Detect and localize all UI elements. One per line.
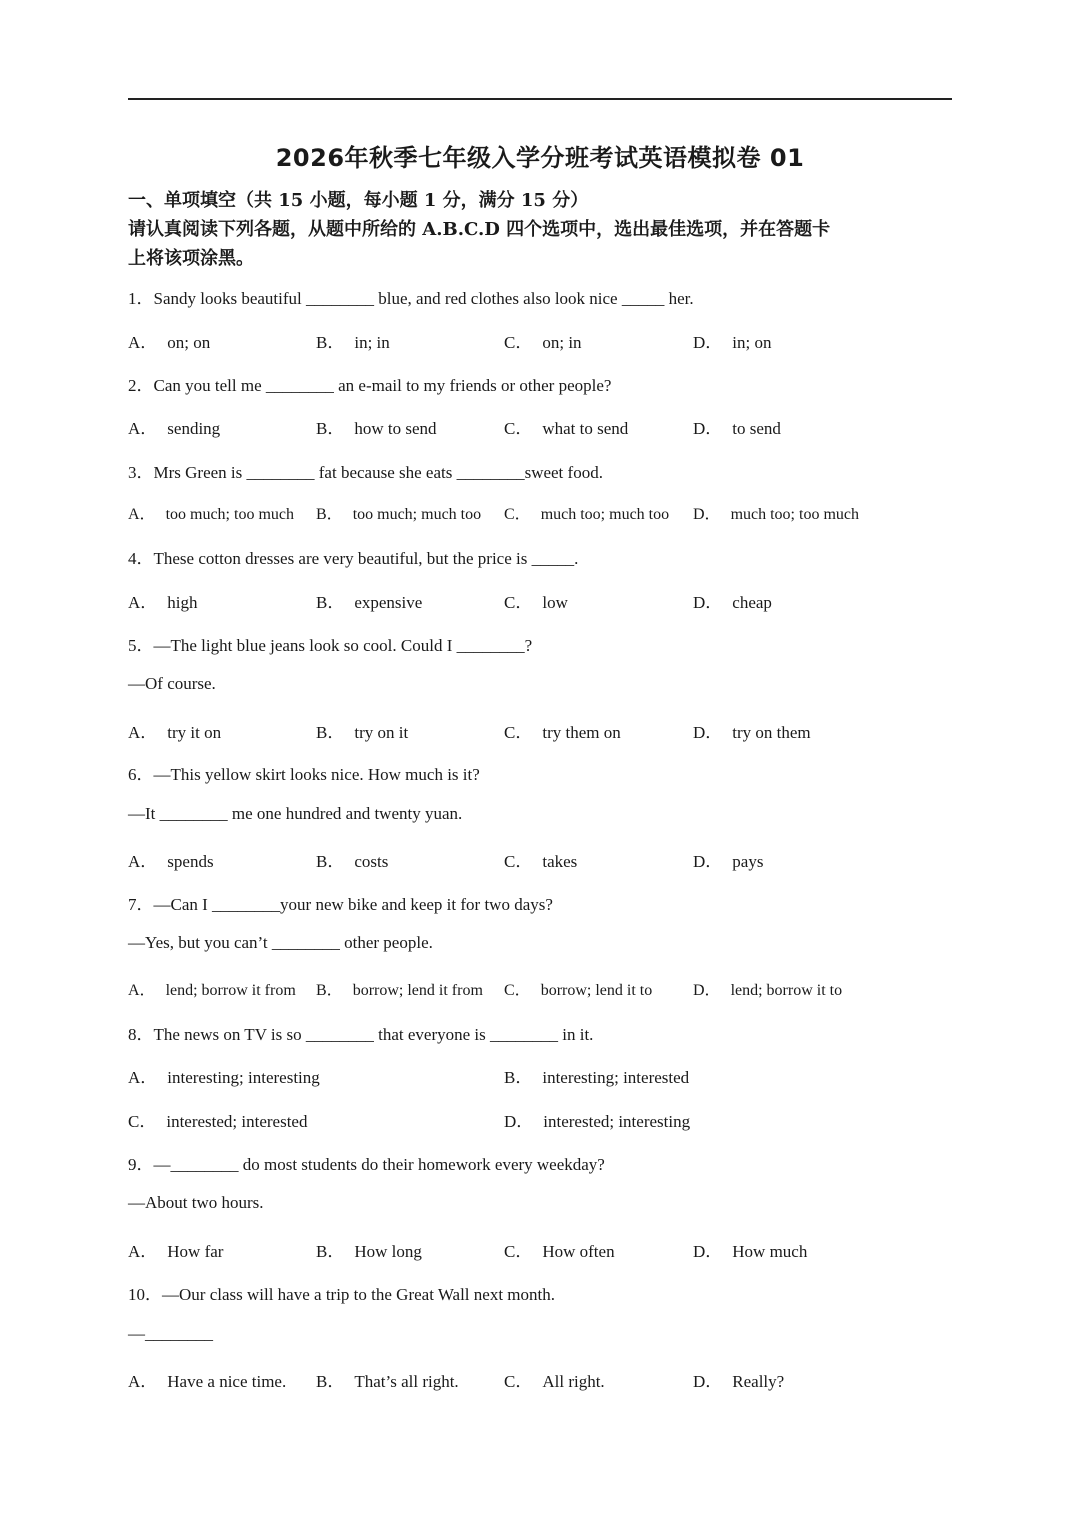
options-q2 <box>128 414 958 438</box>
option-a: A． lend; borrow it from <box>128 982 296 999</box>
option-c: C． low <box>504 593 568 612</box>
option-b: B． interesting; interested <box>504 1068 690 1087</box>
exam-title: 2026年秋季七年级入学分班考试英语模拟卷 01 <box>275 144 805 172</box>
option-d: D． lend; borrow it to <box>693 982 843 999</box>
options-q4 <box>128 588 958 612</box>
question-3: 3．Mrs Green is ________ fat because she eats ________sweet food. <box>128 463 603 482</box>
section-instruction-line-1: 请认真阅读下列各题，从题中所给的 A.B.C.D 四个选项中，选出最佳选项，并在答题卡 <box>128 219 831 240</box>
option-d: D． in; on <box>693 333 772 352</box>
option-d: D． cheap <box>693 593 772 612</box>
question-4: 4．These cotton dresses are very beautiful, but the price is _____. <box>128 549 579 568</box>
option-c: C． borrow; lend it to <box>504 982 653 999</box>
options-q6 <box>128 847 958 871</box>
option-d: D． try on them <box>693 723 811 742</box>
option-d: D． pays <box>693 852 764 871</box>
option-a: A． How far <box>128 1242 224 1261</box>
question-7: 7．—Can I ________your new bike and keep it for two days? <box>128 895 553 914</box>
option-c: C． interested; interested <box>128 1112 308 1131</box>
option-c: C． All right. <box>504 1372 605 1391</box>
option-a: A． too much; too much <box>128 506 294 523</box>
option-b: B． borrow; lend it from <box>316 982 483 999</box>
option-a: A． high <box>128 593 198 612</box>
option-b: B． try on it <box>316 723 409 742</box>
option-b: B． how to send <box>316 419 437 438</box>
option-a: A． interesting; interesting <box>128 1068 320 1087</box>
option-c: C． what to send <box>504 419 629 438</box>
options-q3 <box>128 501 958 525</box>
option-c: C． on; in <box>504 333 582 352</box>
question-6-reply: —It ________ me one hundred and twenty yuan. <box>128 804 463 823</box>
question-9-reply: —About two hours. <box>128 1193 264 1212</box>
question-9: 9．—________ do most students do their homework every weekday? <box>128 1155 605 1174</box>
section-heading <box>128 186 958 273</box>
option-b: B． That’s all right. <box>316 1372 459 1391</box>
question-8: 8．The news on TV is so ________ that everyone is ________ in it. <box>128 1025 594 1044</box>
option-b: B． too much; much too <box>316 506 482 523</box>
option-d: D． to send <box>693 419 781 438</box>
option-a: A． spends <box>128 852 214 871</box>
option-d: D． How much <box>693 1242 808 1261</box>
question-5-reply: —Of course. <box>128 674 216 693</box>
question-6: 6．—This yellow skirt looks nice. How much is it? <box>128 765 480 784</box>
option-b: B． expensive <box>316 593 423 612</box>
question-10: 10．—Our class will have a trip to the Great Wall next month. <box>128 1285 556 1304</box>
section-title: 一、单项填空（共 15 小题，每小题 1 分，满分 15 分） <box>128 190 589 211</box>
question-2: 2．Can you tell me ________ an e-mail to my friends or other people? <box>128 376 612 395</box>
option-c: C． try them on <box>504 723 621 742</box>
option-b: B． in; in <box>316 333 390 352</box>
option-c: C． much too; much too <box>504 506 670 523</box>
option-a: A． on; on <box>128 333 211 352</box>
option-c: C． How often <box>504 1242 615 1261</box>
options-q10 <box>128 1367 958 1391</box>
options-q7 <box>128 977 958 1001</box>
question-1: 1．Sandy looks beautiful ________ blue, and red clothes also look nice _____ her. <box>128 289 694 308</box>
options-q8-row1 <box>128 1063 958 1087</box>
option-a: A． try it on <box>128 723 222 742</box>
question-10-reply: —________ <box>128 1324 213 1343</box>
options-q9 <box>128 1237 958 1261</box>
question-7-reply: —Yes, but you can’t ________ other people. <box>128 933 433 952</box>
options-q8-row2 <box>128 1107 958 1131</box>
option-a: A． Have a nice time. <box>128 1372 287 1391</box>
option-d: D． much too; too much <box>693 506 859 523</box>
question-5: 5．—The light blue jeans look so cool. Could I ________? <box>128 636 533 655</box>
option-d: D． interested; interesting <box>504 1112 691 1131</box>
option-c: C． takes <box>504 852 578 871</box>
option-d: D． Really? <box>693 1372 785 1391</box>
header-rule <box>128 98 952 100</box>
section-instruction-line-2: 上将该项涂黑。 <box>128 248 254 269</box>
option-a: A． sending <box>128 419 221 438</box>
options-q1 <box>128 328 958 352</box>
options-q5 <box>128 718 958 742</box>
option-b: B． costs <box>316 852 389 871</box>
option-b: B． How long <box>316 1242 422 1261</box>
